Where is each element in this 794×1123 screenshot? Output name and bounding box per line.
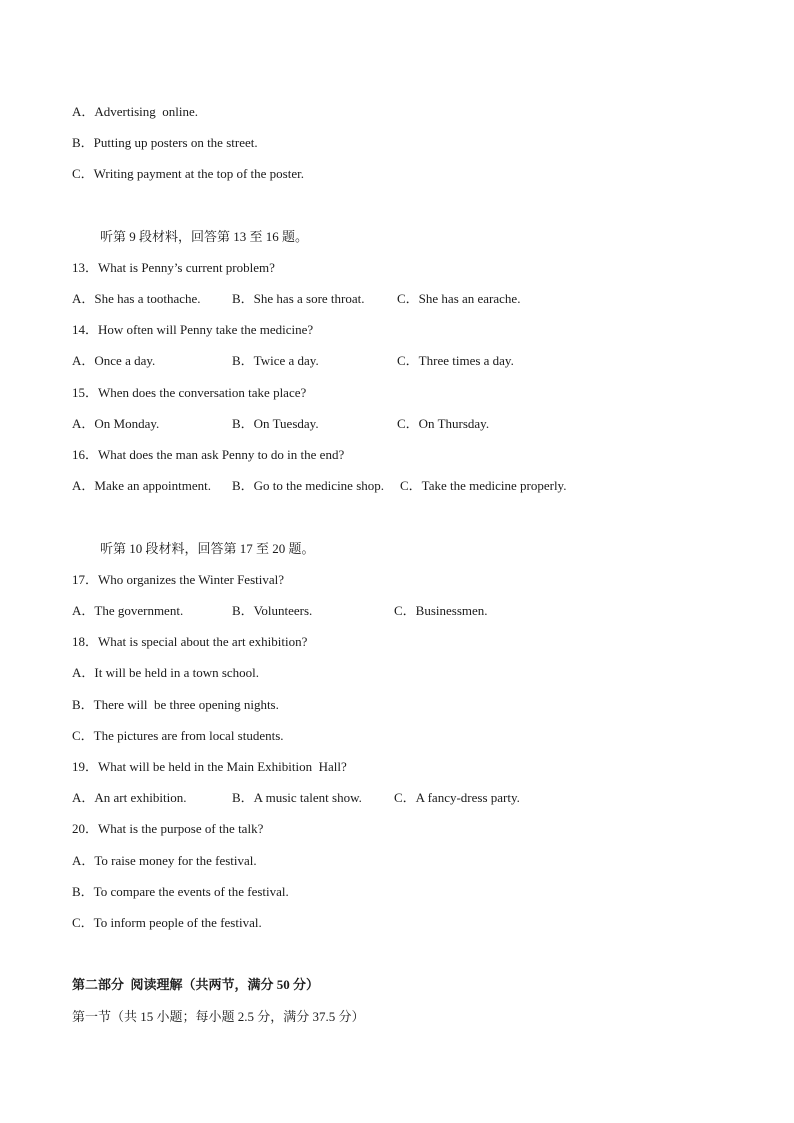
q16-option-c: C．Take the medicine properly.: [400, 478, 567, 493]
option-a: A．Advertising online.: [72, 104, 199, 119]
q20-option-a: A．To raise money for the festival.: [72, 853, 257, 868]
question-18: 18．What is special about the art exhibition?: [72, 634, 308, 649]
q17-option-a: A．The government.: [72, 603, 184, 618]
q14-option-b: B．Twice a day.: [232, 353, 319, 368]
q13-option-b: B．She has a sore throat.: [232, 291, 365, 306]
q20-option-b: B．To compare the events of the festival.: [72, 884, 289, 899]
q18-option-b: B．There will be three opening nights.: [72, 697, 279, 712]
q19-option-a: A．An art exhibition.: [72, 790, 187, 805]
q15-option-b: B．On Tuesday.: [232, 416, 319, 431]
q19-option-c: C．A fancy-dress party.: [394, 790, 520, 805]
q14-option-c: C．Three times a day.: [397, 353, 514, 368]
option-c: C．Writing payment at the top of the poster.: [72, 166, 304, 181]
q19-option-b: B．A music talent show.: [232, 790, 362, 805]
q17-option-b: B．Volunteers.: [232, 603, 313, 618]
q13-option-a: A．She has a toothache.: [72, 291, 201, 306]
q13-option-c: C．She has an earache.: [397, 291, 521, 306]
q16-option-b: B．Go to the medicine shop.: [232, 478, 385, 493]
part-2-title: 第二部分 阅读理解（共两节，满分 50 分）: [72, 977, 320, 992]
q15-option-a: A．On Monday.: [72, 416, 160, 431]
q14-option-a: A．Once a day.: [72, 353, 156, 368]
section-9-header: 听第 9 段材料，回答第 13 至 16 题。: [100, 229, 309, 244]
q17-option-c: C．Businessmen.: [394, 603, 488, 618]
q18-option-a: A．It will be held in a town school.: [72, 665, 260, 680]
part-2-subtitle: 第一节（共 15 小题；每小题 2.5 分，满分 37.5 分）: [72, 1009, 365, 1024]
question-20: 20．What is the purpose of the talk?: [72, 821, 264, 836]
option-b: B．Putting up posters on the street.: [72, 135, 258, 150]
question-19: 19．What will be held in the Main Exhibition Hall?: [72, 759, 347, 774]
section-10-header: 听第 10 段材料，回答第 17 至 20 题。: [100, 541, 315, 556]
question-17: 17．Who organizes the Winter Festival?: [72, 572, 284, 587]
question-14: 14．How often will Penny take the medicine?: [72, 322, 314, 337]
q16-option-a: A．Make an appointment.: [72, 478, 211, 493]
q20-option-c: C．To inform people of the festival.: [72, 915, 262, 930]
q15-option-c: C．On Thursday.: [397, 416, 490, 431]
question-15: 15．When does the conversation take place?: [72, 385, 307, 400]
question-13: 13．What is Penny’s current problem?: [72, 260, 275, 275]
q18-option-c: C．The pictures are from local students.: [72, 728, 284, 743]
question-16: 16．What does the man ask Penny to do in the end?: [72, 447, 345, 462]
